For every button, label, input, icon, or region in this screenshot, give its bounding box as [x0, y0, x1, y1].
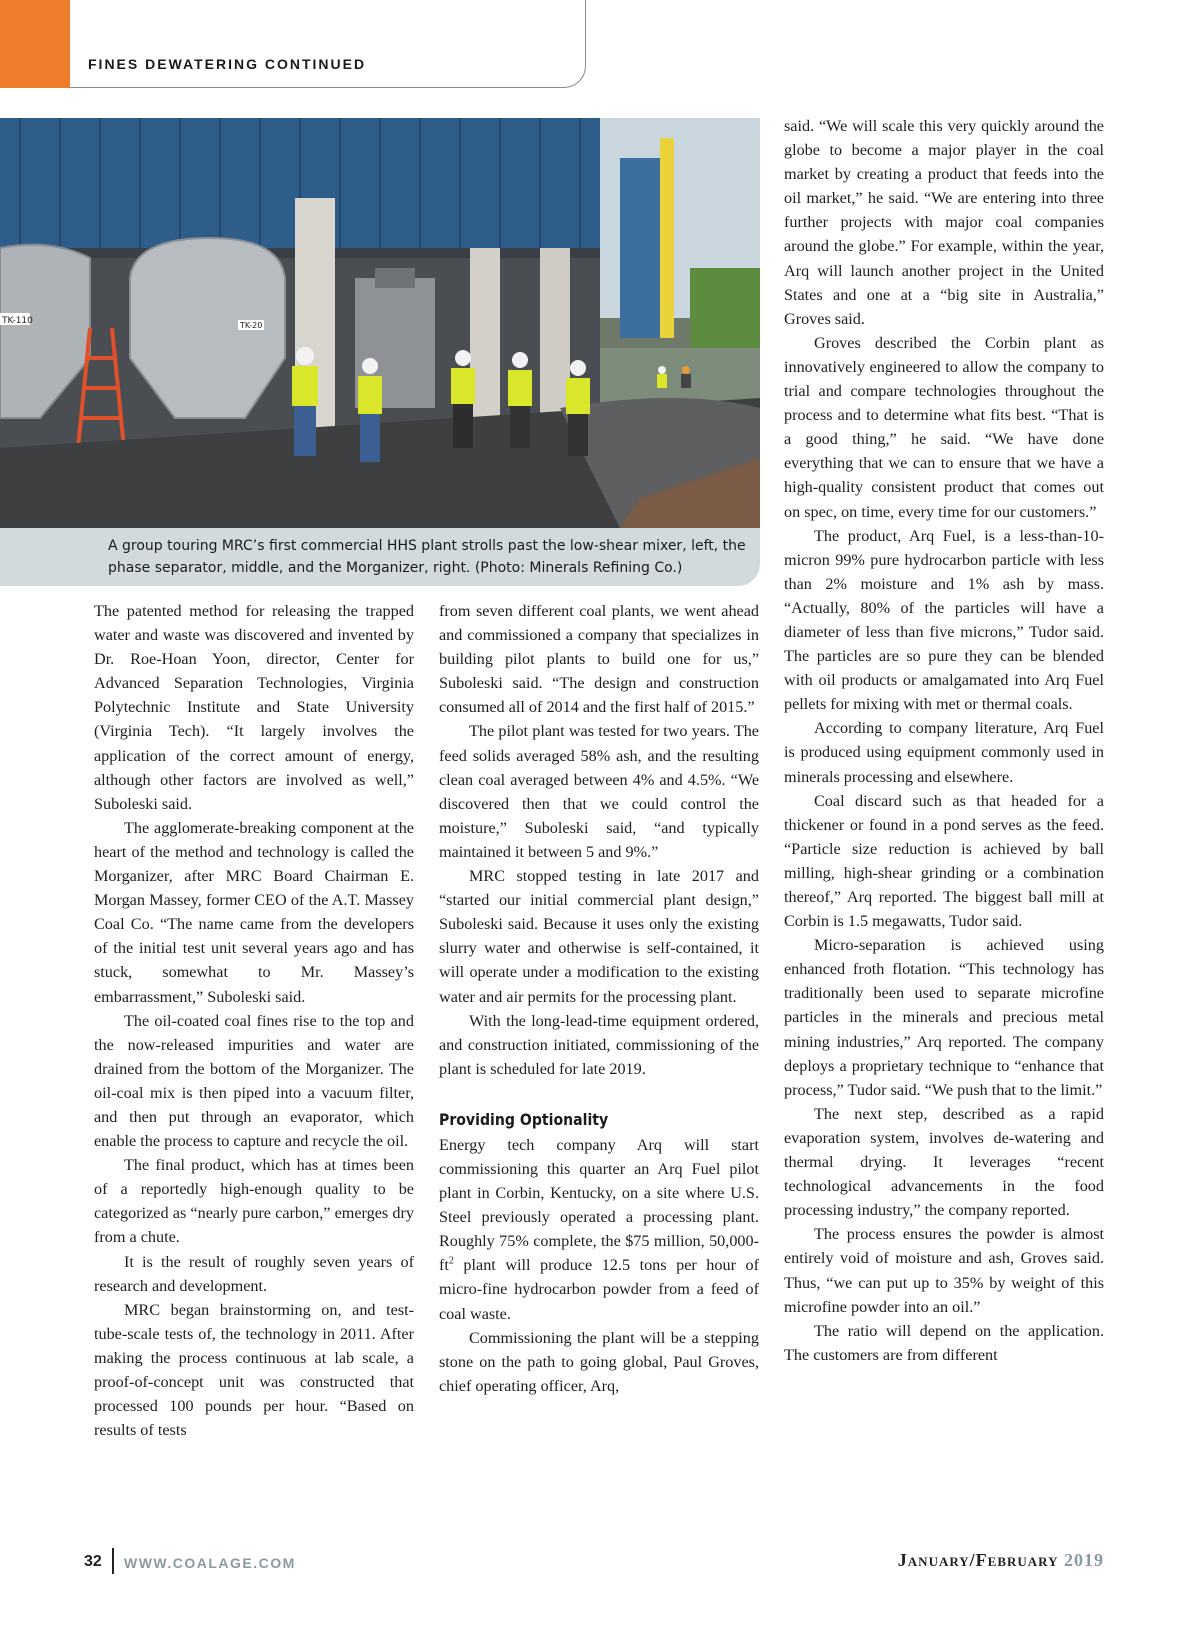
section-title: FINES DEWATERING CONTINUED	[88, 56, 367, 72]
footer-divider	[112, 1548, 114, 1574]
col1-paragraph-3: The oil-coated coal fines rise to the top and the now-released impurities and water are drained from the bottom of the Morganizer. The oil-coal mix is then piped into a vacuum filter, and then put through an evaporator, which enable the process to capture and recycle the oil.	[94, 1011, 414, 1151]
tank-label-2: TK-20	[240, 321, 263, 330]
plant-photo	[0, 118, 760, 528]
col3-paragraph-2: Groves described the Corbin plant as innovatively engineered to allow the company to trial and compare technologies throughout the process and to determine what fits best. “That is a good thing,” he said. “We have done everything that we can to ensure that we have a high-quality consistent product that comes out on spec, on time, every time for our customers.”	[784, 333, 1104, 521]
col3-paragraph-7: The next step, described as a rapid evaporation system, involves de-watering and thermal drying. It leverages “recent technological advancements in the food processing industry,” the company reported.	[784, 1104, 1104, 1220]
photo-caption: A group touring MRC’s first commercial HHS plant strolls past the low-shear mixer, left, the phase separator, middle, and the Morganizer, right. (Photo: Minerals Refining Co.)	[108, 538, 746, 576]
website-link[interactable]: WWW.COALAGE.COM	[124, 1555, 296, 1571]
col3-paragraph-1: said. “We will scale this very quickly around the globe to become a major player in the coal market by creating a product that feeds into the oil market,” he said. “We are entering into three further projects with major coal companies around the globe.” For example, within the year, Arq will launch another project in the United States and one at a “big site in Australia,” Groves said.	[784, 117, 1104, 328]
col1-paragraph-1: The patented method for releasing the trapped water and waste was discovered and invented by Dr. Roe-Hoan Yoon, director, Center for Advanced Separation Technologies, Virginia Polytechnic Institute and State University (Virginia Tech). “It largely involves the application of the correct amount of energy, although other factors are involved as well,” Suboleski said.	[94, 602, 414, 813]
col1-paragraph-6: MRC began brainstorming on, and test-tube-scale tests of, the technology in 2011. After making the process continuous at lab scale, a proof-of-concept unit was constructed that processed 100 pounds per hour. “Based on results of tests	[94, 1300, 414, 1440]
header-frame	[70, 0, 586, 88]
col3-paragraph-6: Micro-separation is achieved using enhanced froth flotation. “This technology has traditionally been used to separate microfine particles in the minerals and precious metal mining industries,” Arq reported. The company deploys a proprietary technique to “enhance that process,” Tudor said. “We push that to the limit.”	[784, 936, 1104, 1099]
column-1	[94, 599, 414, 1442]
col3-paragraph-4: According to company literature, Arq Fuel is produced using equipment commonly used in minerals processing and elsewhere.	[784, 719, 1104, 786]
orange-section-tab	[0, 0, 70, 88]
tank-label-1: TK-110	[2, 316, 33, 326]
column-2	[439, 599, 759, 1398]
col2-paragraph-1: from seven different coal plants, we went ahead and commissioned a company that specializes in building pilot plants to build one for us,” Suboleski said. “The design and construction consumed all of 2014 and the first half of 2015.”	[439, 602, 759, 717]
col3-paragraph-9: The ratio will depend on the application. The customers are from different	[784, 1321, 1104, 1364]
col3-paragraph-8: The process ensures the powder is almost entirely void of moisture and ash, Groves said. Thus, “we can put up to 35% by weight of this microfine powder into an oil.”	[784, 1225, 1104, 1316]
issue-date: January/February 2019	[897, 1550, 1104, 1570]
col1-paragraph-4: The final product, which has at times been of a reportedly high-enough quality to be categorized as “nearly pure carbon,” emerges dry from a chute.	[94, 1156, 414, 1247]
subheading-providing-optionality: Providing Optionality	[439, 1109, 609, 1129]
col3-paragraph-5: Coal discard such as that headed for a thickener or found in a pond serves as the feed. “Particle size reduction is achieved by ball milling, high-shear grinding or a combination thereof,” Arq reported. The biggest ball mill at Corbin is 1.5 megawatts, Tudor said.	[784, 791, 1104, 931]
column-3	[784, 114, 1104, 1367]
col2-paragraph-6: Commissioning the plant will be a stepping stone on the path to going global, Paul Groves, chief operating officer, Arq,	[439, 1328, 759, 1395]
col1-paragraph-2: The agglomerate-breaking component at the heart of the method and technology is called the Morganizer, after MRC Board Chairman E. Morgan Massey, former CEO of the A.T. Massey Coal Co. “The name came from the developers of the initial test unit several years ago and has stuck, somewhat to Mr. Massey’s embarrassment,” Suboleski said.	[94, 818, 414, 1006]
col2-paragraph-4: With the long-lead-time equipment ordered, and construction initiated, commissioning of the plant is scheduled for late 2019.	[439, 1011, 759, 1078]
page-number: 32	[84, 1553, 102, 1570]
col1-paragraph-5: It is the result of roughly seven years of research and development.	[94, 1252, 414, 1295]
col2-paragraph-3: MRC stopped testing in late 2017 and “started our initial commercial plant design,” Suboleski said. Because it uses only the existing slurry water and otherwise is self-contained, it will operate under a modification to the existing water and air permits for the processing plant.	[439, 867, 759, 1006]
col3-paragraph-3: The product, Arq Fuel, is a less-than-10-micron 99% pure hydrocarbon particle with less than 2% moisture and 1% ash by mass. “Actually, 80% of the particles will have a diameter of less than five microns,” Tudor said. The particles are so pure they can be blended with oil products or amalgamated into Arq Fuel pellets for mixing with met or thermal coals.	[784, 526, 1104, 714]
col2-paragraph-2: The pilot plant was tested for two years. The feed solids averaged 58% ash, and the resulting clean coal averaged between 4% and 4.5%. “We discovered then that we could control the moisture,” Suboleski said, “and typically maintained it between 5 and 9%.”	[439, 722, 759, 861]
col2-paragraph-5: Energy tech company Arq will start commissioning this quarter an Arq Fuel pilot plant in Corbin, Kentucky, on a site where U.S. Steel previously operated a processing plant. Roughly 75% complete, the $75 million, $50,000-ft^2$ plant will produce 12.5 tons per hour of micro-fine hydrocarbon powder from a feed of coal waste.	[439, 1135, 759, 1323]
